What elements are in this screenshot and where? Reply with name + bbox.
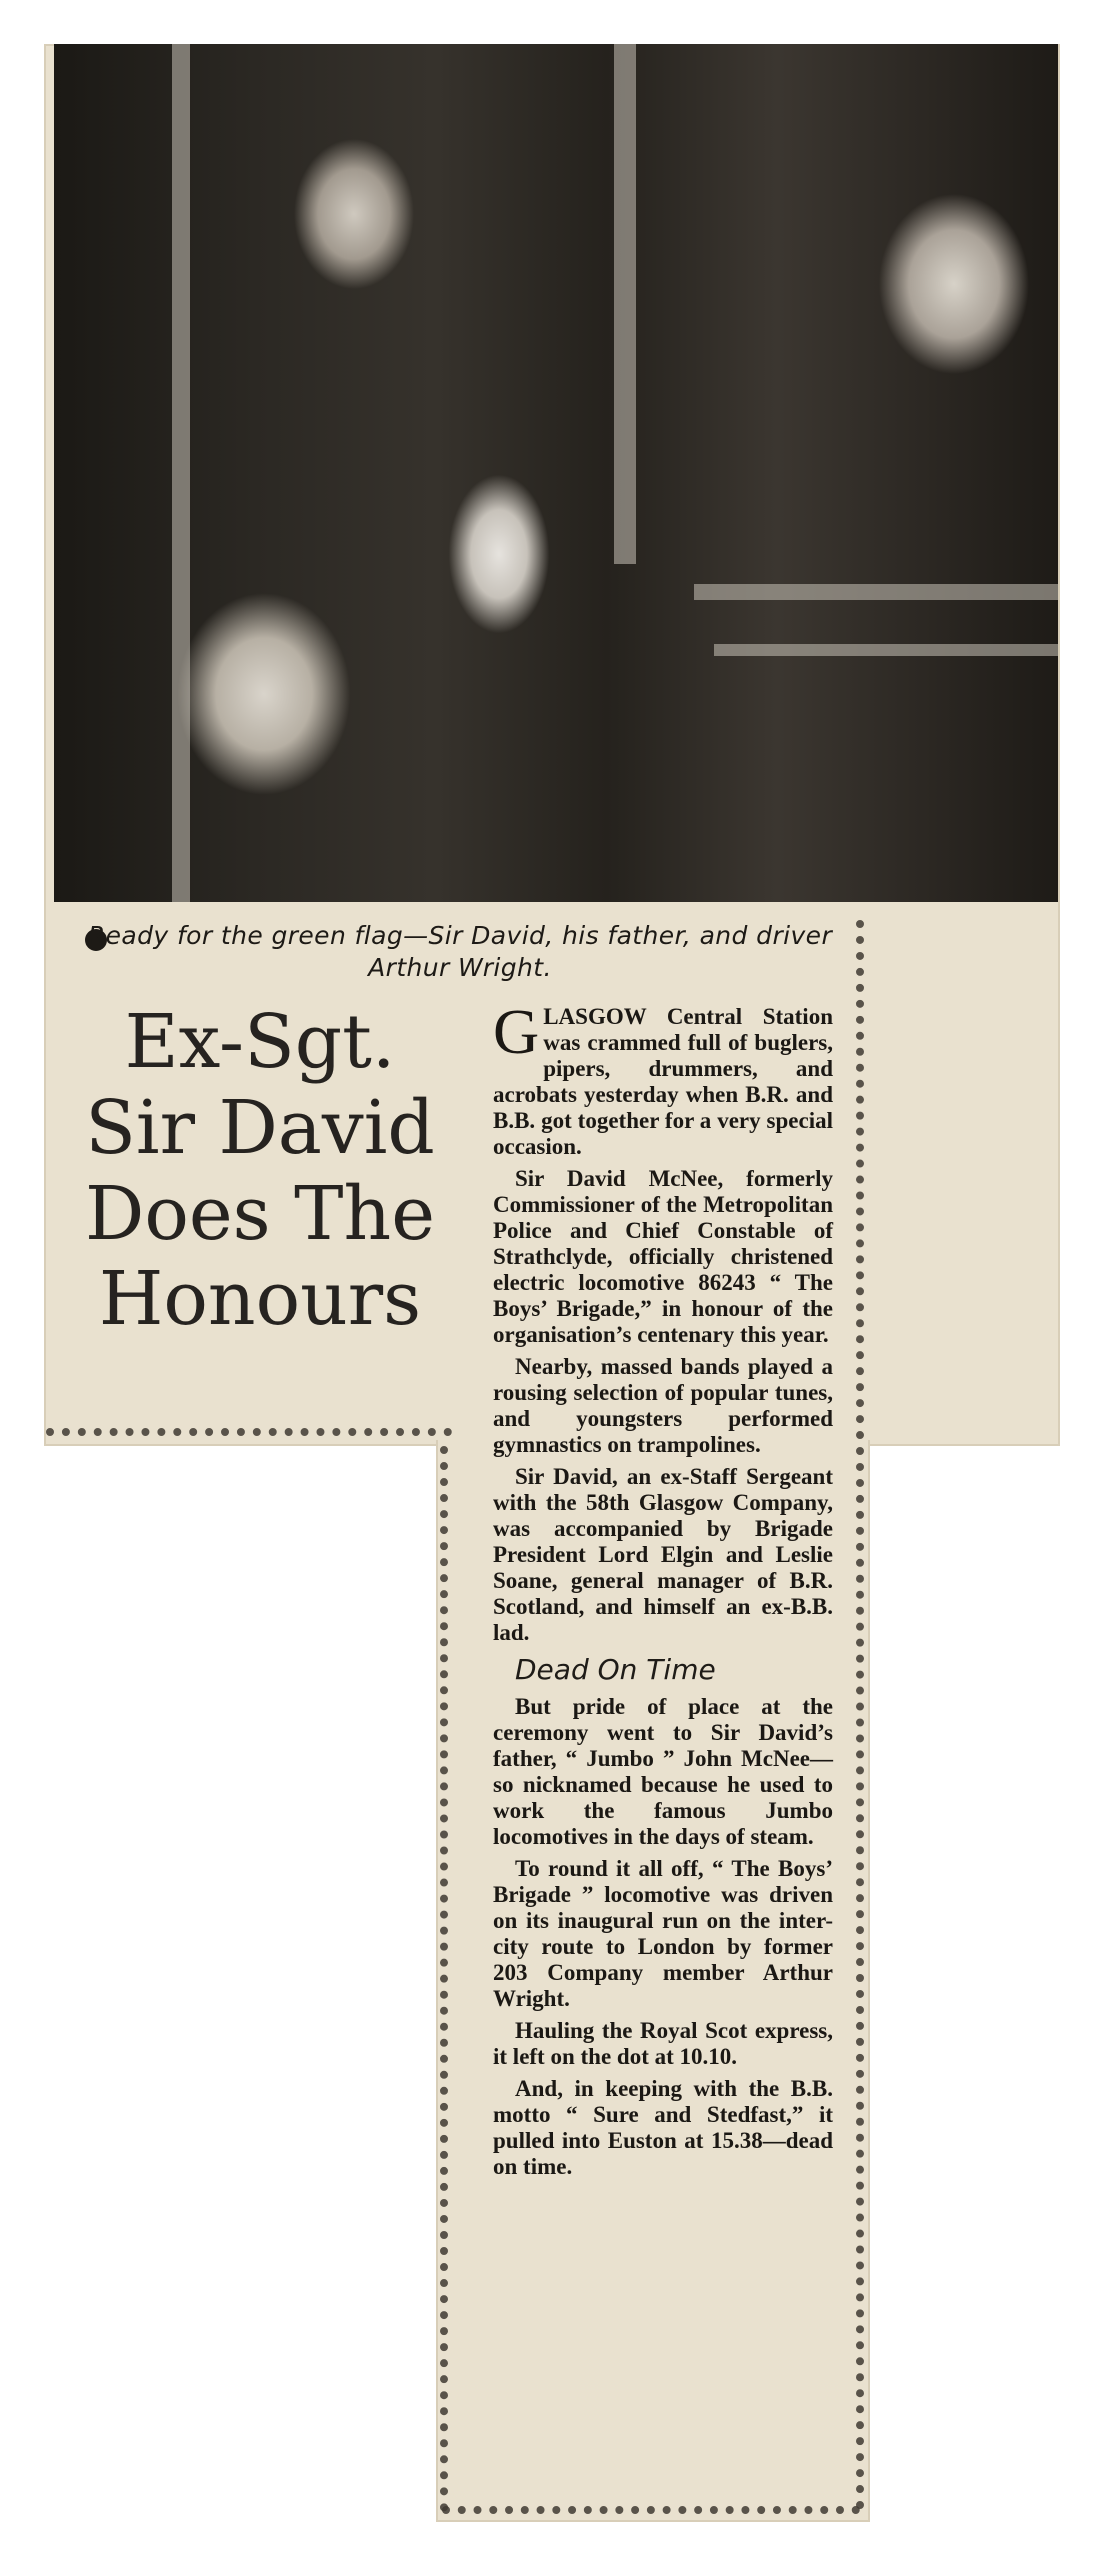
article-paragraph: Sir David, an ex-Staff Sergeant with the 58th Glasgow Company, was accompanied by Brigade President Lord Elgin and Leslie Soane, general manager of B.R. Scotland, and himself an ex-B.B. lad. [493, 1464, 833, 1645]
headline-line-1: Ex-Sgt. [124, 999, 396, 1085]
article-paragraph: And, in keeping with the B.B. motto “ Sure and Stedfast,” it pulled into Euston at 15.38—dead on time. [493, 2076, 833, 2179]
photo-door-frame [172, 44, 190, 902]
headline-line-4: Honours [98, 1256, 422, 1343]
photo-window-frame [614, 44, 636, 564]
article-paragraph: But pride of place at the ceremony went to Sir David’s father, “ Jumbo ” John McNee—so nicknamed because he used to work the famous Jumbo locomotives in the days of steam. [493, 1694, 833, 1849]
headline-line-3: Does The [85, 1170, 435, 1257]
headline-line-2: Sir David [85, 1084, 435, 1171]
article-paragraph: Nearby, massed bands played a rousing selection of popular tunes, and youngsters performed gymnastics on trampolines. [493, 1354, 833, 1457]
article-paragraph: GLASGOW Central Station was crammed full of buglers, pipers, drummers, and acrobats yesterday when B.R. and B.B. got together for a very special occasion. [493, 996, 833, 1159]
dotted-border-left [440, 1446, 448, 2512]
article-paragraph: To round it all off, “ The Boys’ Brigade ” locomotive was driven on its inaugural run on the inter-city route to London by former 203 Company member Arthur Wright. [493, 1856, 833, 2011]
article-body [493, 996, 833, 2186]
photo-rail-lower [714, 644, 1058, 656]
photo-caption: Ready for the green flag—Sir David, his father, and driver Arthur Wright. [87, 921, 833, 982]
article-subheading: Dead On Time [515, 1653, 716, 1686]
dotted-border-top [46, 1428, 452, 1448]
dotted-border-right [856, 920, 864, 2510]
news-photo [54, 44, 1058, 902]
dotted-border-bottom [442, 2506, 860, 2514]
article-paragraph: Hauling the Royal Scot express, it left on the dot at 10.10. [493, 2018, 833, 2069]
drop-cap: G [493, 996, 540, 1067]
headline [60, 1000, 460, 1343]
photo-rail [694, 584, 1058, 600]
article-paragraph: Sir David McNee, formerly Commissioner of the Metropolitan Police and Chief Constable of Strathclyde, officially christened electric locomotive 86243 “ The Boys’ Brigade,” in honour of the organisation’s centenary this year. [493, 1166, 833, 1347]
